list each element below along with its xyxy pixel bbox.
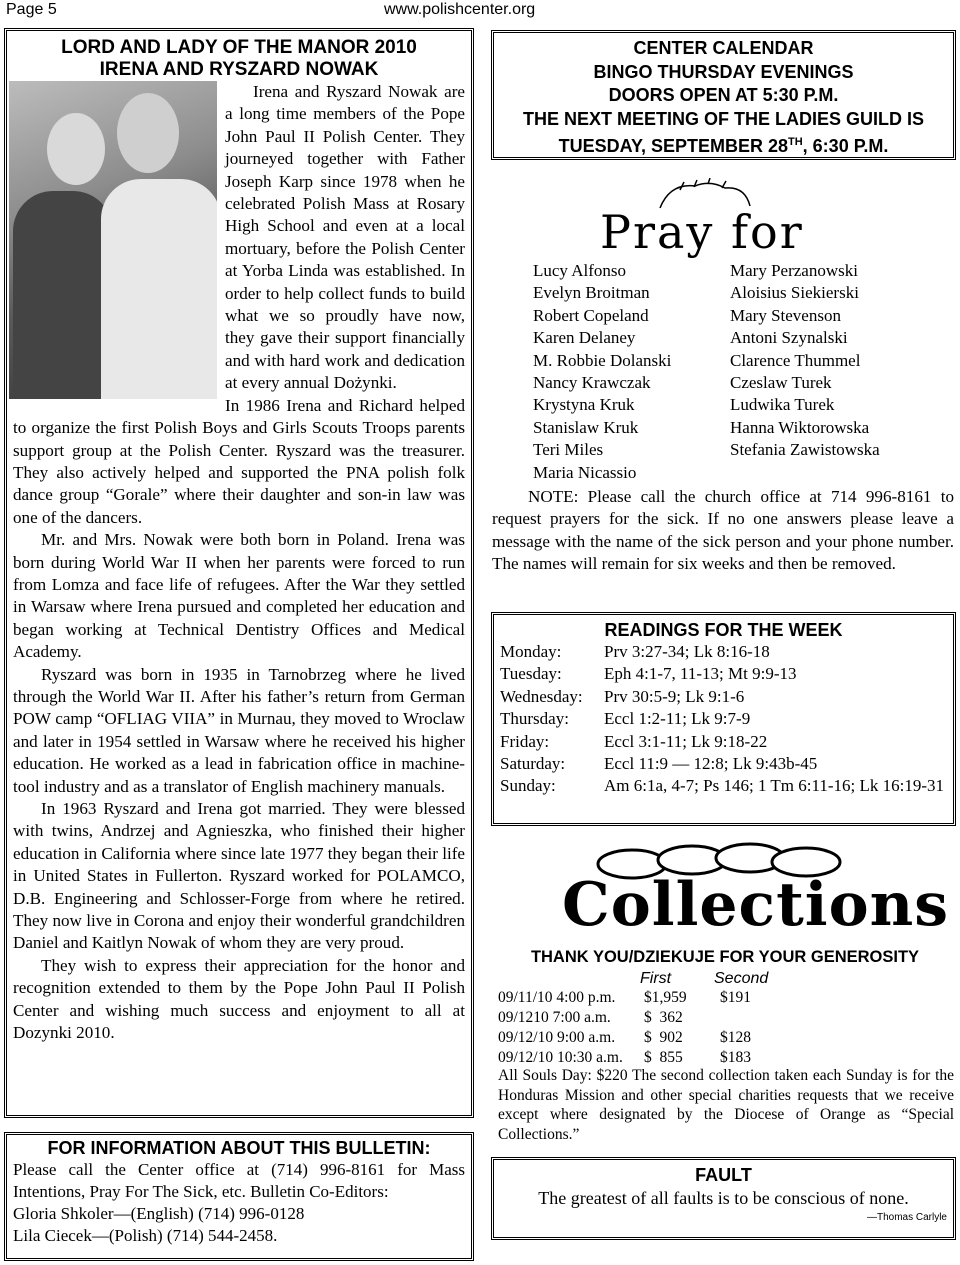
collection-first: $1,959	[644, 989, 687, 1006]
reading-text: Eccl 1:2-11; Lk 9:7-9	[604, 709, 751, 729]
pray-names-left	[533, 260, 671, 484]
reading-text: Eccl 3:1-11; Lk 9:18-22	[604, 731, 768, 751]
pray-name: Ludwika Turek	[730, 395, 835, 415]
reading-row	[500, 641, 947, 663]
first-column-header: First	[640, 970, 672, 987]
reading-day: Wednesday:	[500, 686, 583, 706]
calendar-line: DOORS OPEN AT 5:30 P.M.	[608, 85, 839, 105]
reading-text: Am 6:1a, 4-7; Ps 146; 1 Tm 6:11-16; Lk 16:19-31	[604, 776, 944, 796]
reading-row	[500, 686, 947, 708]
collection-first: $ 902	[644, 1029, 683, 1046]
pray-name: Clarence Thummel	[730, 350, 861, 370]
pray-name: M. Robbie Dolanski	[533, 350, 672, 370]
article-paragraph: In 1963 Ryszard and Irena got married. They were blessed with twins, Andrzej and Agnieszka, who finished their higher education in California where since late 1977 they began their life in United States in Fullerton. Ryszard worked for POLAMCO, D.B. Engineering and Schlosser-Forge from where he retired. They now live in Corona and enjoy their wonderful grandchildren Daniel and Kaitlyn Nowak of whom they are very proud.	[13, 799, 465, 953]
pray-name: Evelyn Broitman	[533, 283, 650, 303]
thank-you-heading: THANK YOU/DZIEKUJE FOR YOUR GENEROSITY	[530, 948, 920, 966]
article-paragraph: Mr. and Mrs. Nowak were both born in Poland. Irena was born during World War II when her parents were forced to run from Lomza and face life of refugees. After the War they settled in Warsaw where Irena pursued and completed her education and began working at Technical Dentistry Offices and Medical Academy.	[13, 530, 465, 662]
collection-first: $ 855	[644, 1049, 683, 1066]
collection-first: $ 362	[644, 1009, 683, 1026]
reading-text: Prv 3:27-34; Lk 8:16-18	[604, 642, 770, 661]
reading-text: Eccl 11:9 — 12:8; Lk 9:43b-45	[604, 754, 818, 774]
article-body	[13, 81, 465, 1044]
pray-name: Antoni Szynalski	[730, 328, 848, 348]
second-column-header: Second	[714, 970, 769, 987]
readings-box	[491, 612, 956, 826]
pray-name: Krystyna Kruk	[533, 395, 635, 415]
calendar-line: TUESDAY, SEPTEMBER 28TH, 6:30 P.M.	[558, 136, 889, 156]
reading-row	[500, 663, 947, 685]
reading-text: Eph 4:1-7, 11-13; Mt 9:9-13	[604, 664, 797, 684]
center-calendar-box	[491, 30, 956, 160]
info-editor-english: Gloria Shkoler—(English) (714) 996-0128	[13, 1204, 305, 1223]
info-body: Please call the Center office at (714) 996-8161 for Mass Intentions, Pray For The Sick, etc. Bulletin Co-Editors:	[13, 1160, 465, 1201]
collection-second: $191	[720, 989, 751, 1006]
reading-text: Prv 30:5-9; Lk 9:1-6	[604, 686, 745, 706]
article-title: LORD AND LADY OF THE MANOR 2010	[61, 37, 417, 58]
pray-name: Teri Miles	[533, 440, 604, 460]
reading-day: Tuesday:	[500, 664, 562, 684]
pray-names-right	[730, 260, 880, 462]
pray-name: Mary Stevenson	[730, 305, 841, 325]
calendar-line: THE NEXT MEETING OF THE LADIES GUILD IS	[522, 108, 925, 129]
reading-day: Friday:	[500, 731, 550, 751]
article-paragraph: In 1986 Irena and Richard helped to organize the first Polish Boys and Girls Scouts Troops parents support group at the Polish Center. Ryszard was the treasurer. They also actively helped and supported the PNA polish folk dance group “Gorale” where their daughter and son-in law was one of the dancers.	[13, 395, 465, 527]
collection-date: 09/1210 7:00 a.m.	[498, 1009, 611, 1026]
website-url[interactable]: www.polishcenter.org	[384, 1, 536, 18]
reading-row	[500, 731, 947, 753]
pray-note: NOTE: Please call the church office at 714 996-8161 to request prayers for the sick. If no one answers please leave a message with the name of the sick person and your phone number. The names will remain for six weeks and then be removed.	[492, 487, 954, 574]
bulletin-info-box	[4, 1132, 474, 1261]
info-title: FOR INFORMATION ABOUT THIS BULLETIN:	[47, 1138, 431, 1158]
collection-date: 09/12/10 10:30 a.m.	[498, 1049, 623, 1066]
pray-for-title: Pray for	[600, 205, 804, 259]
pray-name: Karen Delaney	[533, 328, 636, 348]
collection-second: $128	[720, 1029, 751, 1046]
fault-quote: The greatest of all faults is to be conscious of none.	[538, 1188, 909, 1208]
fault-author: —Thomas Carlyle	[866, 1212, 947, 1223]
pray-name: Mary Perzanowski	[730, 261, 858, 280]
article-box	[4, 28, 474, 1118]
article-paragraph: Ryszard was born in 1935 in Tarnobrzeg where he lived through the World War II. After his father’s return from German POW camp “OFLIAG VIIA” in Murnau, they moved to Wroclaw and later in 1954 settled in Warsaw where he received his higher education. He worked as a lead in fabrication office in machine-tool industry and as a translator of English machinery manuals.	[13, 664, 465, 796]
readings-title: READINGS FOR THE WEEK	[604, 620, 843, 640]
reading-row	[500, 775, 947, 797]
page-number: Page 5	[6, 1, 57, 18]
reading-row	[500, 708, 947, 730]
pray-name: Nancy Krawczak	[533, 373, 651, 393]
reading-day: Saturday:	[500, 754, 566, 774]
collections-note: All Souls Day: $220 The second collection taken each Sunday is for the Honduras Mission and other special charities requests that we receive except where designated by the Diocese of Orange as “Special Collections.”	[498, 1067, 954, 1143]
fault-box	[491, 1157, 956, 1240]
pray-name: Maria Nicassio	[533, 462, 637, 482]
reading-day: Monday:	[500, 642, 562, 661]
pray-name: Hanna Wiktorowska	[730, 417, 870, 437]
calendar-title: CENTER CALENDAR	[633, 38, 814, 58]
pray-name: Stanislaw Kruk	[533, 417, 639, 437]
pray-name: Stefania Zawistowska	[730, 440, 880, 460]
collection-date: 09/11/10 4:00 p.m.	[498, 989, 616, 1006]
couple-photo	[9, 81, 217, 399]
reading-day: Thursday:	[500, 709, 569, 729]
article-paragraph: Irena and Ryszard Nowak are a long time members of the Pope John Paul II Polish Center. They journeyed together with Father Joseph Karp since 1978 when he celebrated Polish Mass at Rosary High School and even at a local mortuary, before the Polish Center at Yorba Linda was established. In order to help collect funds to build what we so proudly have now, they gave their support financially and with hard work and dedication at every annual Dożynki.	[225, 82, 465, 393]
calendar-line: BINGO THURSDAY EVENINGS	[593, 61, 854, 82]
collection-date: 09/12/10 9:00 a.m.	[498, 1029, 616, 1046]
fault-title: FAULT	[695, 1165, 752, 1185]
pray-name: Czeslaw Turek	[730, 373, 832, 393]
pray-name: Lucy Alfonso	[533, 261, 627, 280]
info-editor-polish: Lila Ciecek—(Polish) (714) 544-2458.	[13, 1226, 278, 1245]
pray-name: Robert Copeland	[533, 305, 649, 325]
article-subtitle: IRENA AND RYSZARD NOWAK	[99, 59, 379, 80]
reading-row	[500, 753, 947, 775]
pray-name: Aloisius Siekierski	[730, 283, 859, 303]
reading-day: Sunday:	[500, 776, 556, 796]
collection-second: $183	[720, 1049, 751, 1066]
collections-title: Collections	[562, 870, 949, 940]
article-paragraph: They wish to express their appreciation for the honor and recognition extended to them by the Pope John Paul II Polish Center and wishing much success and enjoyment to all at Dozynki 2010.	[13, 955, 465, 1043]
